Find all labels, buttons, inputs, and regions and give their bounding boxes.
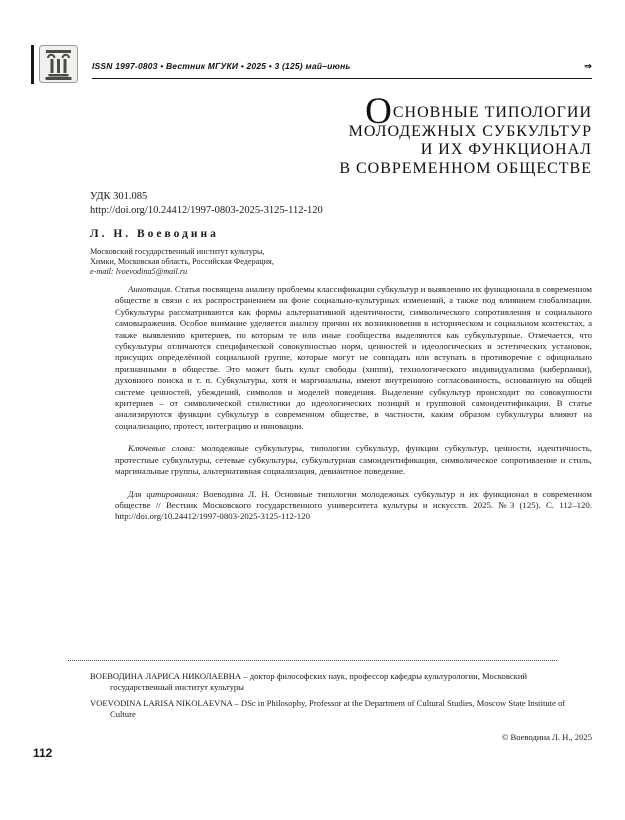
affiliation-line-1: Московский государственный институт культуры,: [90, 247, 265, 256]
title-line-2: МОЛОДЕЖНЫХ СУБКУЛЬТУР: [348, 122, 592, 140]
abstract-label: Аннотация.: [128, 284, 173, 294]
udc-number: УДК 301.085: [90, 191, 148, 202]
journal-header: [92, 61, 592, 72]
keywords-paragraph: [115, 443, 592, 477]
abstract-text: Статья посвящена анализу проблемы классификации субкультур и выявлению их функционала в современном обществе в связи с их распространением на фоне социально-культурных изменений, а также под влиянием глобализации. Субкультуры рассматриваются как формы альтернативной идентичности, символического сопротивления и социального самовыражения. Особое внимание уделяется анализу причин их возникновения в историческом и социальном контекстах, а также выявлению критериев, по которым те или иные сообщества выделяются как субкультурные. Отмечается, что субкультуры отличаются специфической совокупностью норм, ценностей и идеологических и эстетических установок, присущих определённой социальной группе, которые могут не совпадать или вступать в противоречие с официально признанными в обществе. Это может быть культ свободы (хиппи), технологического индивидуализма (киберпанки), духовного поиска и т. п. Субкультуры, хотя и маргинальны, имеют внутреннюю согласованность, основанную на общей системе ценностей, убеждений, символов и моделей поведения. Выделение субкультур происходит по совокупности критериев – от символической стилистики до идеологических позиций и групповой самоидентификации. В статье анализируются функции субкультур в современном обществе, в частности, каким образом субкультуры влияют на социализацию, протест, интеграцию и инновации.: [115, 284, 592, 431]
author-name: Л. Н. Воеводина: [90, 228, 219, 240]
author-email: e-mail: lvoevodina5@mail.ru: [90, 267, 188, 277]
doi-link: http://doi.org/10.24412/1997-0803-2025-3125-112-120: [90, 205, 323, 216]
author-bio-block: [90, 671, 570, 724]
column-logo-icon: [39, 45, 78, 83]
copyright-notice: © Воеводина Л. Н., 2025: [501, 732, 592, 742]
arrow-right-icon: ⇒: [584, 61, 592, 71]
title-line-1-text: СНОВНЫЕ ТИПОЛОГИИ: [392, 104, 592, 121]
citation-text: Воеводина Л. Н. Основные типологии молодежных субкультур и их функционал в современном обществе // Вестник Московского государственного университета культуры и искусств. 2025. №3 (125). С. 112–120. http://doi.org/10.24412/1997-0803-2025-3125-112-120: [115, 488, 592, 522]
header-rule: [92, 78, 592, 79]
dotted-separator: [68, 660, 557, 661]
bio-english: VOEVODINA LARISA NIKOLAEVNA – DSc in Philosophy, Professor at the Department of Cultural Studies, Moscow State Institute of Culture: [90, 697, 566, 719]
journal-logo: [39, 45, 78, 83]
citation-label: Для цитирования:: [128, 488, 199, 499]
citation-paragraph: [115, 489, 592, 523]
keywords-text: молодежные субкультуры, типологии субкультур, функции субкультур, ценности, идентичность, протестные субкультуры, сетевые субкультуры, субкультурная самоидентификация, символическое сопротивление и стиль, маргинальные группы, альтернативная социализация, девиантное поведение.: [115, 443, 592, 477]
left-edge-mark: [31, 45, 34, 84]
article-front-matter: [115, 284, 592, 534]
page-number: 112: [33, 746, 53, 760]
keywords-label: Ключевые слова:: [128, 443, 196, 454]
title-dropcap: О: [365, 91, 392, 132]
bio-russian: ВОЕВОДИНА ЛАРИСА НИКОЛАЕВНА – доктор философских наук, профессор кафедры культурологии, Московский государственный институт культуры: [90, 671, 528, 693]
title-line-4: В СОВРЕМЕННОМ ОБЩЕСТВЕ: [339, 159, 592, 177]
affiliation-line-2: Химки, Московская область, Российская Федерация,: [90, 257, 274, 267]
title-line-3: И ИХ ФУНКЦИОНАЛ: [420, 141, 592, 158]
abstract-paragraph: [115, 284, 592, 432]
article-title: [339, 91, 592, 178]
issn-line: ISSN 1997-0803 • Вестник МГУКИ • 2025 • 3 (125) май–июнь: [92, 61, 351, 71]
author-affiliation: [90, 247, 274, 278]
